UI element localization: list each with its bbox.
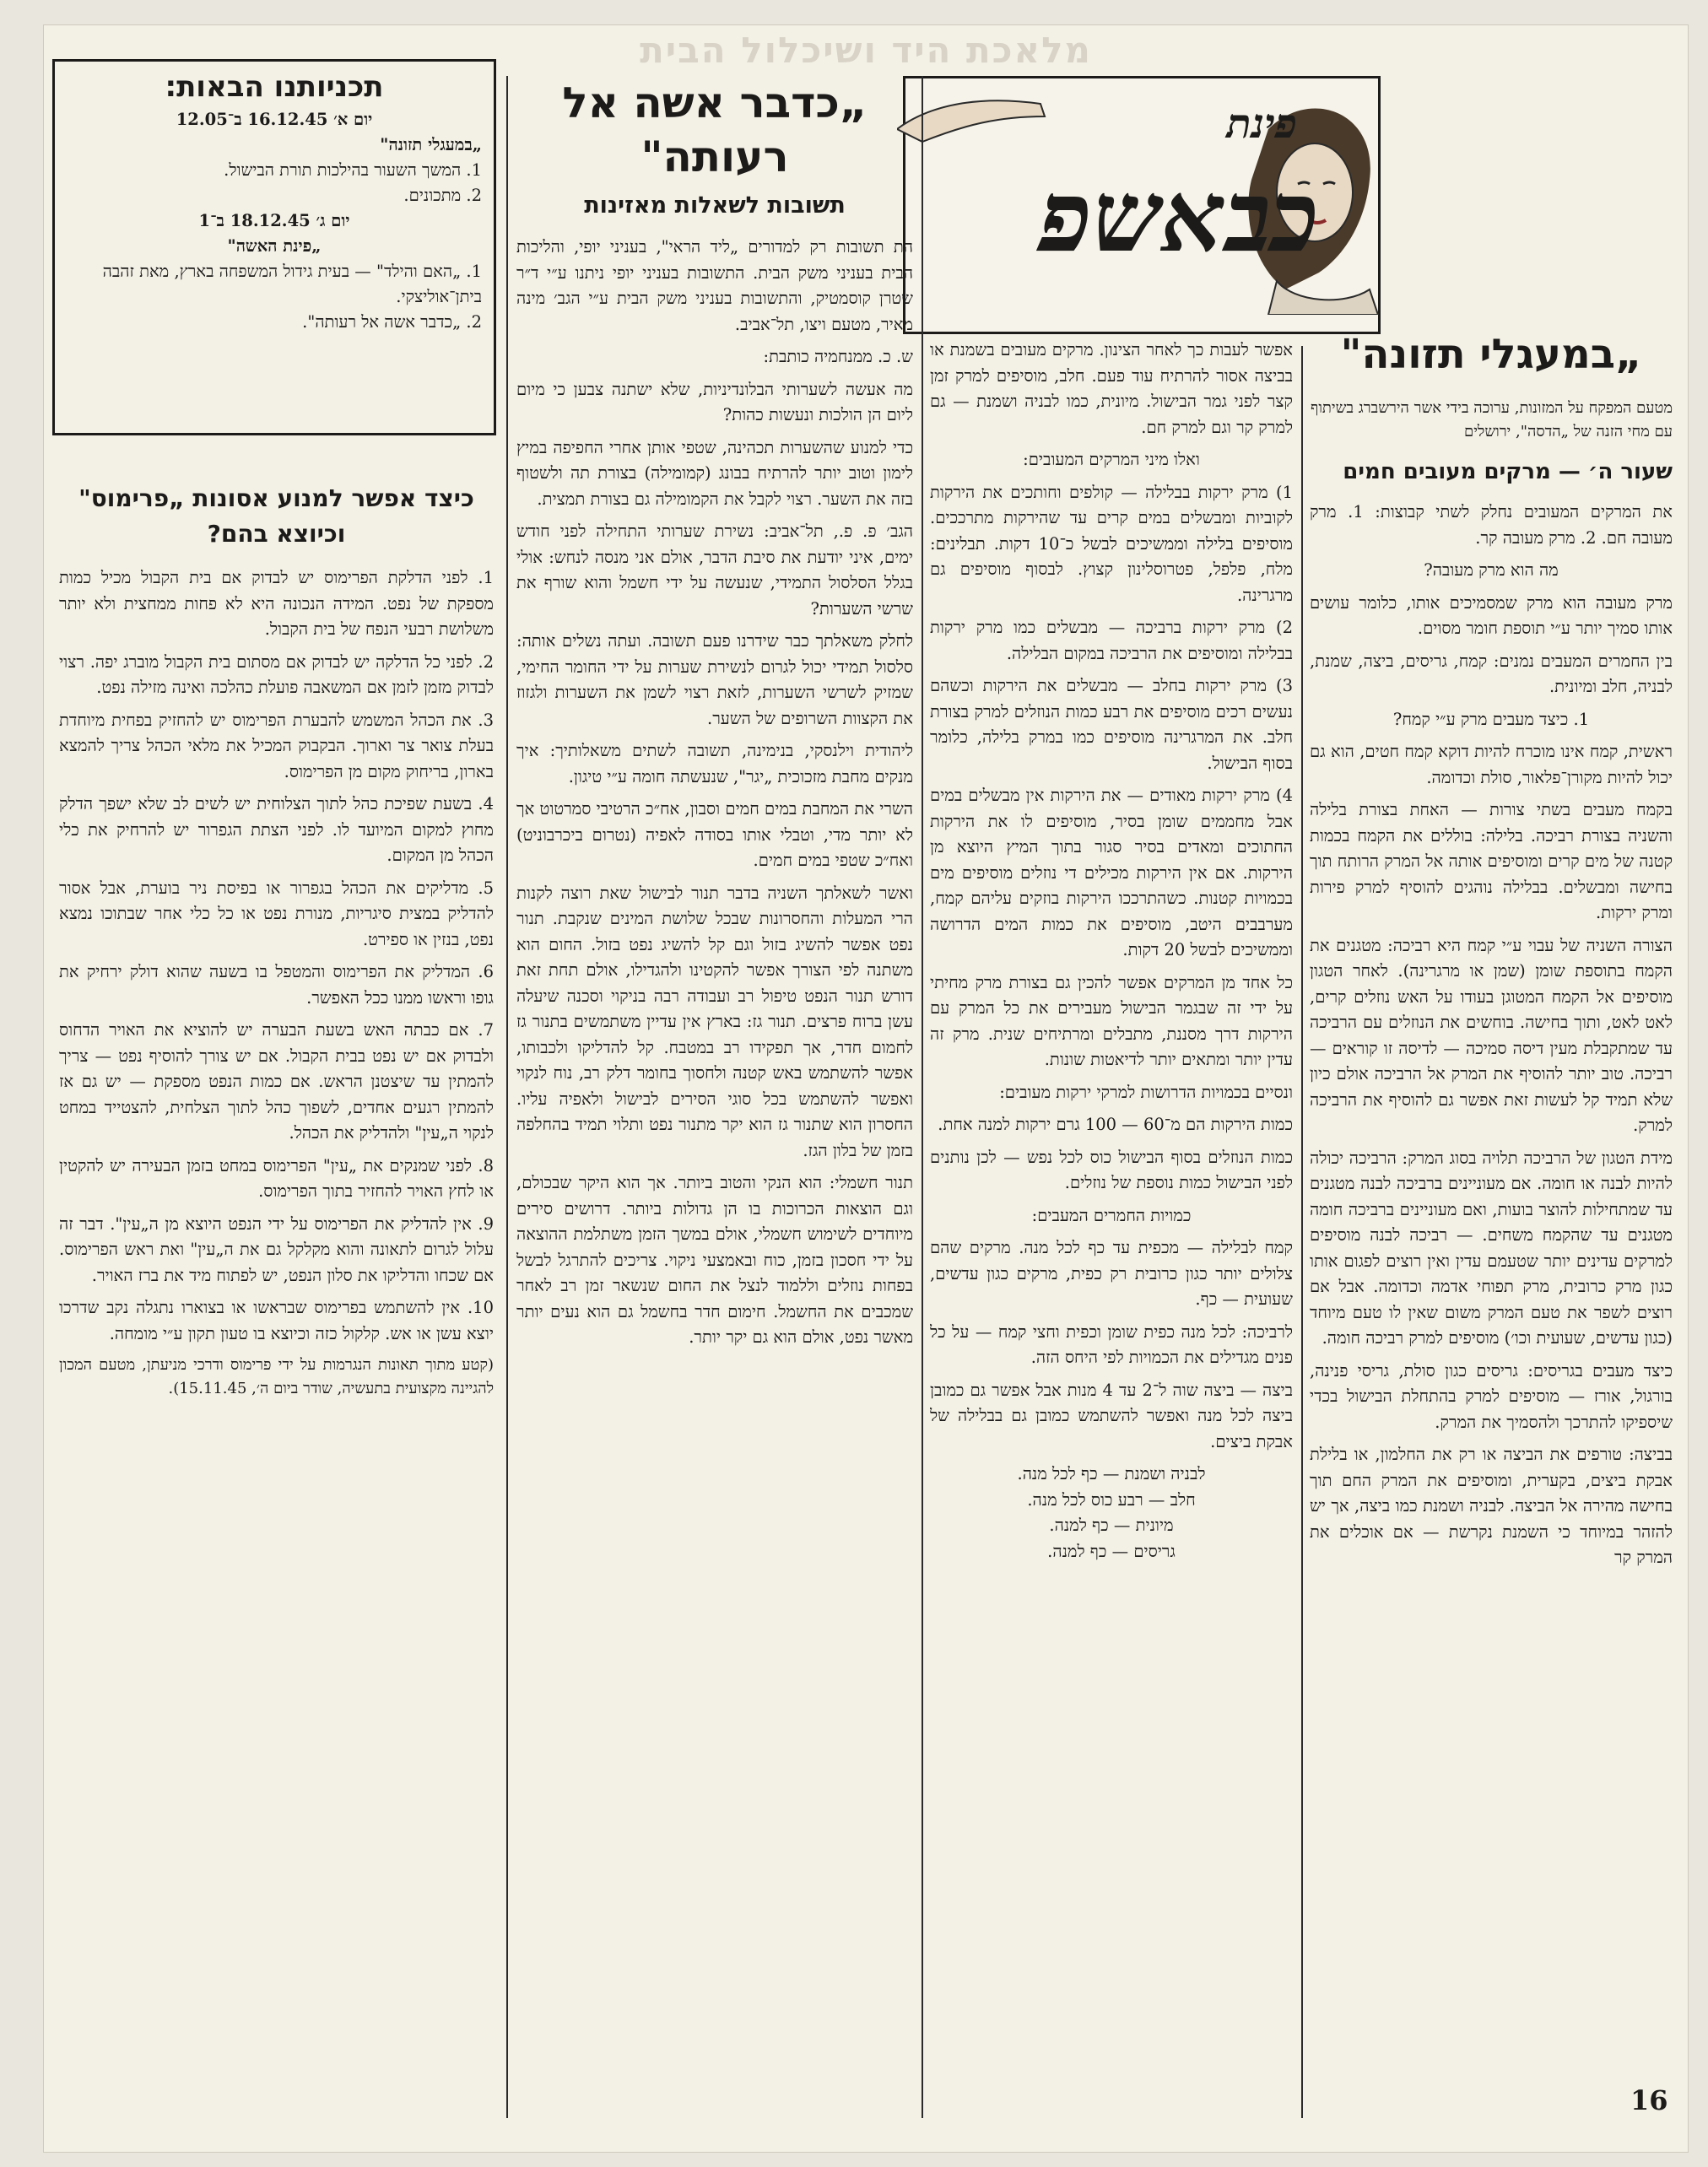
soups-para: אפשר לעבות כך לאחר הצינון. מרקים מעובים בשמנת או בביצה אסור להרתיח עוד פעם. חלב, מוסיפים למרק זמן קצר לפני גמר הבישול. מיונית, כמו לבניה ושמנת — גם למרק קר וגם למרק חם.: [930, 340, 1293, 437]
nutrition-para: את המרקים המעובים נחלק לשתי קבוצות: 1. מרק מעובה חם. 2. מרק מעובה קר.: [1310, 502, 1673, 548]
women-qa-para: הת תשובות רק למדורים „ליד הראי", בעניני יופי, והליכות הבית בעניני משק הבית. התשובות בעניני יופי ניתנו ע״י ד״ר שטרן קוסמטיק, והתשובות בעניני משק הבית ע״י הגב׳ מינה מאיר, מטעם ויצו, תל־אביב.: [516, 237, 913, 334]
column-rule: [922, 76, 923, 2118]
nutrition-para: 1. כיצד מעבים מרק ע״י קמח?: [1392, 709, 1590, 729]
column-rule: [506, 76, 508, 2118]
soups-para: ואלו מיני המרקים המעובים:: [1023, 450, 1200, 469]
primus-para: 2. לפני כל הדלקה יש לבדוק אם מסתום בית הקבול מוברג יפה. רצוי לבדוק מזמן לזמן אם המשאבה פועלת כהלכה ואינה מזילה נפט.: [59, 651, 494, 697]
women-qa-para: מה אעשה לשערותי הבלונדיניות, שלא ישתנה צבען כי מיום ליום הן הולכות ונעשות כהות?: [516, 379, 913, 424]
logo-big-text: כבאשפ: [1038, 159, 1319, 274]
hand-illustration-icon: [897, 87, 1049, 146]
women-qa-para: ואשר לשאלתך השניה בדבר תנור לבישול שאת רוצה לקנות הרי המעלות והחסרונות שבכל שלושת המינים שנקבת. תנור נפט אפשר להשיג בזול וגם קל להשיג נפט בזול. החום הוא משתנה לפי הצורך אפשר להקטינו ולהגדילו, אולם תחת זאת דורש תנור הנפט טיפול רב ועבודה רבה בניקוי וסכנה שיעלה עשן ברוח פרצים. תנור גז: בארץ אין עדיין משתמשים בתנור גז לחמום חדר, אך תפקידו רב במטבח. קל להדליקו ולכבותו, אפשר להשתמש באש קטנה ולחסוך בחומר דלק רב, נוח לנקוי ואפשר להשתמש בכל סוגי הסירים לבישול ולאפיה עליו. החסרון הוא שתנור גז הוא יקר מתנור נפט ותלוי תמיד בהחלפה בזמן של בלון הגז.: [516, 883, 913, 1160]
box-day1: יום א׳ 16.12.45 ב־12.05: [176, 110, 373, 129]
women-qa-para: ליהודית וילנסקי, בנימינה, תשובה לשתים משאלותיך: איך מנקים מחבת מזכוכית „יגר", שנעשתה חומה ע״י טיגון.: [516, 741, 913, 786]
nutrition-para: בין החמרים המעבים נמנים: קמח, גריסים, ביצה, שמנת, לבניה, חלב ומיונית.: [1310, 651, 1673, 696]
women-qa-subtitle: תשובות לשאלות מאזינות: [584, 192, 846, 219]
soups-para: ביצה — ביצה שוה ל־2 עד 4 מנות אבל אפשר גם כמובן ביצה לכל מנה ואפשר להשתמש כמובן גם בבלילה של אבקת ביצים.: [930, 1380, 1293, 1451]
masthead-faded: מלאכת היד ושיכלול הבית: [640, 30, 1092, 71]
soups-para: 4) מרק ירקות מאודים — את הירקות אין מבשלים במים אבל מחממים שומן בסיר, מוסיפים לו את הירקות החתוכים ומאדים בסיר סגור בתוך המיץ היוצא מן הירקות. אם אין הירקות מכילים די נוזלים מוסיפים מים בכמויות קטנות. כשהתרככו הירקות בוזקים עליהם קמח, מערבבים היטב, מוסיפים את כמות המים הדרושה וממשיכים לבשל 20 דקות.: [930, 786, 1293, 959]
nutrition-para: מידת הטגון של הרביכה תלויה בסוג המרק: הרביכה יכולה להיות לבנה או חומה. אם מעוניינים ברביכה לבנה מטגנים עד שמתחילות להוצר בועות, ואם מעוניינים ברביכה חומה מטגנים עד שהקמח משחים. — רביכה לבנה מוסיפים למרקים עדינים יותר שטעמם עדין ואין רוצים לפגום אותו כגון מרק כרובית, מרק תפוחי אדמה וכדומה. אבל אם רוצים לשפר את טעם המרק משום שאין לו טעם מיוחד (כגון עדשים, שעועית וכו׳) מוסיפים למרק רביכה חומה.: [1310, 1148, 1673, 1348]
primus-para: 3. את הכהל המשמש להבערת הפרימוס יש להחזיק בפחית מיוחדת בעלת צואר צר וארוך. הבקבוק המכיל את מלאי הכהל צריך להמצא בארון, בריחוק מקום מן הפרימוס.: [59, 710, 494, 781]
box-title: תכניותנו הבאות:: [165, 70, 384, 104]
soups-para: לרביכה: לכל מנה כפית שומן וכפית וחצי קמח — על כל פנים מגדילים את הכמויות לפי היחס הזה.: [930, 1321, 1293, 1367]
women-qa-para: הגב׳ פ. פ., תל־אביב: נשירת שערותי התחילה לפני חודש ימים, איני יודעת את סיבת הדבר, אולם אני מנסה לנחש: אולי בגלל הסלסול התמידי, שנעשה על ידי חשמל והוא שורף את שרשי השערות?: [516, 521, 913, 619]
women-qa-title: „כדבר אשה אל רעותה": [562, 78, 868, 181]
nutrition-para: מה הוא מרק מעובה?: [1424, 560, 1559, 580]
nutrition-para: בקמח מעבים בשתי צורות — האחת בצורת בלילה והשניה בצורת רביכה. בלילה: בוללים את הקמח בכמות קטנה של מים קרים ומוסיפים אותה אל המרק הרותח תוך בחישה ומבשלים. בבלילה נוהגים להוסיף למרק פירות ומרק ירקות.: [1310, 800, 1673, 922]
upcoming-programs-box: [52, 59, 496, 435]
box-prog1: „במעגלי תזונה": [380, 135, 482, 154]
soups-para: 2) מרק ירקות ברביכה — מבשלים כמו מרק ירקות בבלילה ומוסיפים את הרביכה במקום הבלילה.: [930, 618, 1293, 663]
lesson-heading: שעור ה׳ — מרקים מעובים חמים: [1343, 459, 1673, 484]
nutrition-para: בביצה: טורפים את הביצה או רק את החלמון, או בלילת אבקת ביצים, בקערית, ומוסיפים את המרק החם תוך בחישה מהירה אל הביצה. לבניה ושמנת כמו ביצה, אך יש להזהר במיוחד כי השמנת נקרשת — אם אוכלים את המרק קר: [1310, 1445, 1673, 1567]
women-qa-column: [516, 68, 913, 2118]
nutrition-title: „במעגלי תזונה": [1340, 331, 1642, 378]
soups-para: חלב — רבע כוס לכל מנה.: [1027, 1489, 1196, 1510]
primus-para: 9. אין להדליק את הפרימוס על ידי הנפט היוצא מן ה„עין". דבר זה עלול לגרום לתאונה והוא מקלקל גם את ה„עין" ואת ראש הפרימוס. אם שכחו והדליקו את סלון הנפט, יש לפתוח מיד את ברז האויר.: [59, 1213, 494, 1285]
primus-para: 1. לפני הדלקת הפרימוס יש לבדוק אם בית הקבול מכיל כמות מספקת של נפט. המידה הנכונה היא לא פחות ממחצית ולא יותר משלושת רבעי הנפח של בית הקבול.: [59, 568, 494, 639]
primus-safety-column: [59, 481, 494, 2126]
women-qa-para: תנור חשמלי: הוא הנקי והטוב ביותר. אך הוא היקר שבכולם, וגם הוצאות הכרוכות בו הן גדולות ביותר. דרושים סירים מיוחדים לשימוש חשמלי, אולם במשך הזמן משתלמת ההוצאה על ידי חסכון בזמן, כוח ובאמצעי ניקוי. צריכים להתרגל לבשל בפחות נוזלים וללמוד לנצל את החום שנשאר זמן רב לאחר שמכבים את החשמל. חימום חדר בחשמל גם הוא נעים יותר מאשר נפט, אולם הוא גם יקר יותר.: [516, 1173, 913, 1347]
primus-title: כיצד אפשר למנוע אסונות „פרימוס" וכיוצא בהם?: [78, 484, 474, 548]
soups-para: כמויות החמרים המעבים:: [1031, 1205, 1192, 1225]
box-item1-1: 1. המשך השעור בהילכות תורת הבישול.: [224, 160, 482, 180]
primus-para: 6. המדליק את הפרימוס והמטפל בו בשעה שהוא דולק ירחיק את גופו וראשו ממנו ככל האפשר.: [59, 962, 494, 1008]
nutrition-para: הצורה השניה של עבוי ע״י קמח היא רביכה: מטגנים את הקמח בתוספת שומן (שמן או מרגרינה). לאחר הטגון מוסיפים אל הקמח המטוגן בעודו על האש נוזלים קרים, לאט לאט, ותוך בחישה. בוחשים את הנוזלים עם הרביכה עד שמתקבלת מעין דיסה סמיכה — לדיסה זו קוראים — רביכה. טוב יותר להוסיף את המרק אל הרביכה אולם כיון שלא תמיד קל לעשות זאת אפשר גם להוסיף את הרביכה למרק.: [1310, 935, 1673, 1135]
primus-para: 10. אין להשתמש בפרימוס שבראשו או בצוארו נתגלה נקב שדרכו יוצא עשן או אש. קלקול כזה וכיוצא בו טעון תקון ע״י מומחה.: [59, 1298, 494, 1343]
nutrition-para: מרק מעובה הוא מרק שמסמיכים אותו, כלומר עושים אותו סמיך יותר ע״י תוספת חומר מסוים.: [1310, 592, 1673, 638]
soups-para: קמח לבלילה — מכפית עד כף לכל מנה. מרקים שהם צלולים יותר כגון כרובית רק כפית, מרקים כגון עדשים, שעועית — כף.: [930, 1238, 1293, 1309]
soups-para: גריסים — כף למנה.: [1047, 1541, 1176, 1561]
primus-para: 4. בשעת שפיכת כהל לתוך הצלוחית יש לשים לב שלא ישפך הדלק מחוץ למקום המיועד לו. לפני הצתת הגפרור יש להרחיק את כלי הכהל מן המקום.: [59, 794, 494, 865]
soups-para: לבניה ושמנת — כף לכל מנה.: [1017, 1464, 1206, 1483]
box-item2-1: 1. „האם והילד" — בעית גידול המשפחה בארץ, מאת זהבה ביתן־אוליצקי.: [102, 262, 482, 306]
women-qa-para: לחלק משאלתך כבר שידרנו פעם תשובה. ועתה נשלים אותה: סלסול תמידי יכול לגרום לנשירת שערות על ידי החומר החימי, שמזיק לשרשי השערות, לזאת רצוי לשמן את השערות ולגזוז את הקצוות השרופים של השער.: [516, 631, 913, 728]
soups-para: כמות הירקות הם מ־60 — 100 גרם ירקות למנה אחת.: [938, 1115, 1293, 1134]
nutrition-intro: מטעם המפקח על המזונות, ערוכה בידי אשר הירשברג בשיתוף עם מחי הזנה של „הדסה", ירושלים: [1311, 399, 1673, 440]
logo-small-text: פינת: [1226, 100, 1297, 148]
box-item1-2: 2. מתכונים.: [403, 186, 482, 205]
nutrition-para: ראשית, קמח אינו מוכרח להיות דוקא קמח חטים, הוא גם יכול להיות מקורן־פלאור, סולת וכדומה.: [1310, 742, 1673, 787]
magazine-page: [44, 25, 1688, 2152]
soups-para: 1) מרק ירקות בבלילה — קולפים וחותכים את הירקות לקוביות ומבשלים במים קרים עד שהירקות מתרככים. מוסיפים בלילה וממשיכים לבשל כ־10 דקות. תבלינים: מלח, פלפל, פטרוסלינון קצוץ. לבסוף מוסיפים גם מרגרינה.: [930, 482, 1293, 605]
column-rule: [1301, 346, 1303, 2118]
soups-para: כל אחד מן המרקים אפשר להכין גם בצורת מרק מחיתי על ידי זה שבגמר הבישול מעבירים את כל המרק עם הירקות דרך מסננת, מתבלים ומרתיחים שנית. מרק זה עדין יותר ומתאים יותר לדיאטות שונות.: [930, 972, 1293, 1069]
women-qa-para: ש. כ. ממנחמיה כותבת:: [763, 347, 913, 366]
primus-para: 7. אם כבתה האש בשעת הבערה יש להוציא את האויר הדחוס ולבדוק אם יש נפט בבית הקבול. אם יש צורך להוסיף נפט — צריך להמתין עד שיצטנן הראש. אם כמות הנפט מספקת — יש גם אז להמתין רגעים אחדים, לשפוך כהל לתוך הצלחית, להצטייד במחט לנקוי ה„עין" ולהדליק את הכהל.: [59, 1020, 494, 1143]
women-qa-para: השרי את המחבת במים חמים וסבון, אח״כ הרטיבי סמרטוט אך לא יותר מדי, וטבלי אותו בסודה לאפיה (נטרום ביכרבוניט) ואח״כ שטפי במים חמים.: [516, 799, 913, 870]
women-qa-para: כדי למנוע שהשערות תכהינה, שטפי אותן אחרי החפיפה במיץ לימון וטוב יותר להרתיח בבונג (קמומילה) בצורת תה ולשטוף בזה את השער. רצוי לקבל את הקמומילה גם בצורת תמצית.: [516, 437, 913, 509]
soups-para: ונסיים בכמויות הדרושות למרקי ירקות מעובים:: [999, 1082, 1293, 1102]
soups-para: מיונית — כף למנה.: [1049, 1516, 1174, 1535]
soups-para: 3) מרק ירקות בחלב — מבשלים את הירקות וכשהם נעשים רכים מוסיפים את רבע כמות הנוזלים למרק בצורת חלב. את המרגרינה מוסיפים כמו במרק בלילה, כלומר בסוף הבישול.: [930, 676, 1293, 773]
page-number: 16: [1630, 2084, 1668, 2116]
soups-para: כמות הנוזלים בסוף הבישול כוס לכל נפש — לכן נותנים לפני הבישול כמות נוספת של נוזלים.: [930, 1147, 1293, 1192]
nutrition-para: כיצד מעבים בגריסים: גריסים כגון סולת, גריסי פנינה, בורגול, אורז — מוסיפים למרק בהתחלת הבישול בכדי שיספיקו להתרכך ולהסמיך את המרק.: [1310, 1360, 1673, 1432]
nutrition-column: [1310, 304, 1673, 2110]
womens-corner-logo: [903, 76, 1381, 334]
primus-para: 8. לפני שמנקים את „עין" הפרימוס במחט בזמן הבעירה יש להקטין או לחץ האויר להחזיר בתוך הפרימוס.: [59, 1155, 494, 1201]
box-item2-2: 2. „כדבר אשה אל רעותה".: [302, 312, 482, 332]
primus-footnote: (קטע מתוך תאונות הנגרמות על ידי פרימוס ודרכי מניעתן, מטעם המכון להגיינה מקצועית בתעשיה, שודר ביום ה׳, 15.11.45).: [59, 1356, 494, 1397]
box-day2: יום ג׳ 18.12.45 ב־1: [198, 211, 350, 230]
primus-para: 5. מדליקים את הכהל בגפרור או בפיסת ניר בוערת, אבל אסור להדליק במצית סיגריות, מנורת נפט או כל כלי אחר שבתוכו נמצא נפט, בנזין או ספירט.: [59, 878, 494, 949]
soups-column: [930, 338, 1293, 2118]
box-prog2: „פינת האשה": [227, 236, 322, 256]
